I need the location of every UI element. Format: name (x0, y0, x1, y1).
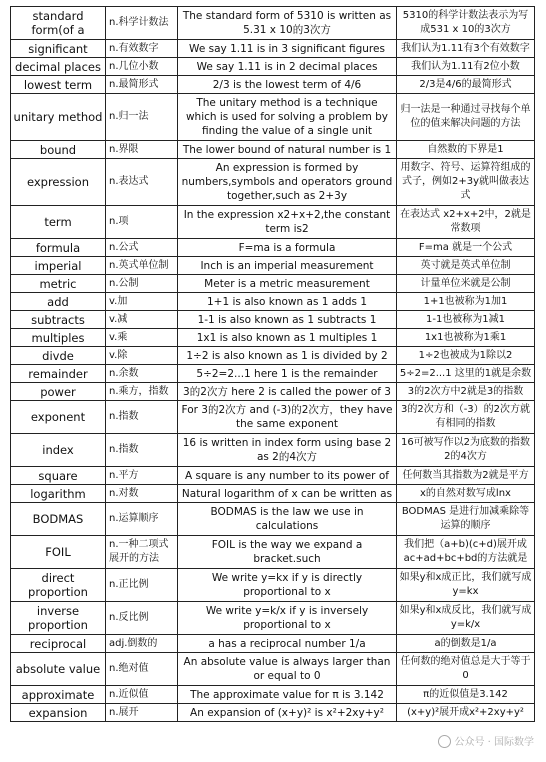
watermark-text: 公众号 · 国际数学 (454, 736, 534, 748)
translation-cell: 5÷2=2...1 这里的1就是余数 (397, 365, 535, 383)
translation-cell: 英寸就是英式单位制 (397, 257, 535, 275)
term-cell: absolute value (11, 653, 106, 686)
pos-cell: n.界限 (106, 141, 178, 159)
pos-cell: n.有效数字 (106, 40, 178, 58)
translation-cell: 1+1也被称为1加1 (397, 293, 535, 311)
term-cell: subtracts (11, 311, 106, 329)
example-cell: The approximate value for π is 3.142 (178, 686, 397, 704)
term-cell: inverse proportion (11, 602, 106, 635)
term-cell: significant (11, 40, 106, 58)
pos-cell: n.对数 (106, 485, 178, 503)
translation-cell: 2/3是4/6的最简形式 (397, 76, 535, 94)
example-cell: FOIL is the way we expand a bracket.such (178, 536, 397, 569)
vocabulary-table-container (10, 6, 534, 722)
table-row (11, 569, 535, 602)
table-row (11, 40, 535, 58)
table-row (11, 383, 535, 401)
term-cell: lowest term (11, 76, 106, 94)
pos-cell: n.表达式 (106, 159, 178, 206)
term-cell: term (11, 206, 106, 239)
term-cell: index (11, 434, 106, 467)
pos-cell: n.展开 (106, 704, 178, 722)
term-cell: expansion (11, 704, 106, 722)
pos-cell: n.绝对值 (106, 653, 178, 686)
pos-cell: n.余数 (106, 365, 178, 383)
example-cell: a has a reciprocal number 1/a (178, 635, 397, 653)
watermark (438, 733, 534, 749)
term-cell: approximate (11, 686, 106, 704)
example-cell: BODMAS is the law we use in calculations (178, 503, 397, 536)
pos-cell: n.反比例 (106, 602, 178, 635)
example-cell: We write y=k/x if y is inversely proportional to x (178, 602, 397, 635)
translation-cell: 任何数当其指数为2就是平方 (397, 467, 535, 485)
term-cell: remainder (11, 365, 106, 383)
translation-cell: 3的2次方和（-3）的2次方就有相同的指数 (397, 401, 535, 434)
translation-cell: 3的2次方中2就是3的指数 (397, 383, 535, 401)
table-row (11, 467, 535, 485)
example-cell: The unitary method is a technique which is used for solving a problem by finding the value of a single unit (178, 94, 397, 141)
pos-cell: n.英式单位制 (106, 257, 178, 275)
term-cell: BODMAS (11, 503, 106, 536)
translation-cell: 1÷2也被成为1除以2 (397, 347, 535, 365)
term-cell: metric (11, 275, 106, 293)
pos-cell: n.平方 (106, 467, 178, 485)
table-row (11, 434, 535, 467)
pos-cell: n.一种二项式展开的方法 (106, 536, 178, 569)
table-row (11, 704, 535, 722)
translation-cell: 我们认为1.11有3个有效数字 (397, 40, 535, 58)
term-cell: bound (11, 141, 106, 159)
term-cell: formula (11, 239, 106, 257)
pos-cell: v.乘 (106, 329, 178, 347)
pos-cell: n.近似值 (106, 686, 178, 704)
table-row (11, 76, 535, 94)
term-cell: direct proportion (11, 569, 106, 602)
term-cell: standard form(of a (11, 7, 106, 40)
term-cell: divde (11, 347, 106, 365)
translation-cell: 我们认为1.11有2位小数 (397, 58, 535, 76)
pos-cell: n.科学计数法 (106, 7, 178, 40)
term-cell: logarithm (11, 485, 106, 503)
pos-cell: n.几位小数 (106, 58, 178, 76)
table-row (11, 686, 535, 704)
translation-cell: 任何数的绝对值总是大于等于0 (397, 653, 535, 686)
term-cell: unitary method (11, 94, 106, 141)
table-row (11, 602, 535, 635)
pos-cell: n.项 (106, 206, 178, 239)
example-cell: An expansion of (x+y)² is x²+2xy+y² (178, 704, 397, 722)
translation-cell: BODMAS 是进行加减乘除等运算的顺序 (397, 503, 535, 536)
example-cell: Natural logarithm of x can be written as (178, 485, 397, 503)
term-cell: square (11, 467, 106, 485)
table-row (11, 401, 535, 434)
example-cell: We say 1.11 is in 3 significant figures (178, 40, 397, 58)
pos-cell: n.公制 (106, 275, 178, 293)
pos-cell: n.指数 (106, 401, 178, 434)
pos-cell: adj.倒数的 (106, 635, 178, 653)
table-row (11, 503, 535, 536)
table-row (11, 293, 535, 311)
table-row (11, 257, 535, 275)
pos-cell: n.正比例 (106, 569, 178, 602)
table-row (11, 653, 535, 686)
term-cell: reciprocal (11, 635, 106, 653)
table-row (11, 347, 535, 365)
translation-cell: x的自然对数写成lnx (397, 485, 535, 503)
table-row (11, 159, 535, 206)
example-cell: We write y=kx if y is directly proportional to x (178, 569, 397, 602)
table-row (11, 7, 535, 40)
example-cell: An absolute value is always larger than or equal to 0 (178, 653, 397, 686)
table-row (11, 206, 535, 239)
table-row (11, 94, 535, 141)
example-cell: 1x1 is also known as 1 multiples 1 (178, 329, 397, 347)
example-cell: We say 1.11 is in 2 decimal places (178, 58, 397, 76)
translation-cell: 在表达式 x2+x+2中，2就是常数项 (397, 206, 535, 239)
example-cell: 3的2次方 here 2 is called the power of 3 (178, 383, 397, 401)
translation-cell: (x+y)²展开成x²+2xy+y² (397, 704, 535, 722)
translation-cell: π的近似值是3.142 (397, 686, 535, 704)
translation-cell: 用数字、符号、运算符组成的式子，例如2+3y就叫做表达式 (397, 159, 535, 206)
translation-cell: 归一法是一种通过寻找每个单位的值来解决问题的方法 (397, 94, 535, 141)
table-row (11, 365, 535, 383)
table-row (11, 141, 535, 159)
pos-cell: n.归一法 (106, 94, 178, 141)
vocabulary-table (10, 6, 535, 722)
example-cell: 16 is written in index form using base 2 as 2的4次方 (178, 434, 397, 467)
pos-cell: v.加 (106, 293, 178, 311)
table-row (11, 485, 535, 503)
table-row (11, 536, 535, 569)
pos-cell: n.公式 (106, 239, 178, 257)
table-row (11, 58, 535, 76)
translation-cell: 1x1也被称为1乘1 (397, 329, 535, 347)
translation-cell: 16可被写作以2为底数的指数2的4次方 (397, 434, 535, 467)
example-cell: The lower bound of natural number is 1 (178, 141, 397, 159)
translation-cell: a的倒数是1/a (397, 635, 535, 653)
pos-cell: n.最简形式 (106, 76, 178, 94)
translation-cell: 计量单位米就是公制 (397, 275, 535, 293)
translation-cell: 5310的科学计数法表示为写成531 x 10的3次方 (397, 7, 535, 40)
pos-cell: v.减 (106, 311, 178, 329)
example-cell: In the expression x2+x+2,the constant term is2 (178, 206, 397, 239)
translation-cell: 我们把（a+b)(c+d)展开成ac+ad+bc+bd的方法就是 (397, 536, 535, 569)
translation-cell: 自然数的下界是1 (397, 141, 535, 159)
wechat-icon (438, 735, 451, 748)
term-cell: multiples (11, 329, 106, 347)
term-cell: expression (11, 159, 106, 206)
term-cell: exponent (11, 401, 106, 434)
vocabulary-table-body (11, 7, 535, 722)
term-cell: imperial (11, 257, 106, 275)
example-cell: Inch is an imperial measurement (178, 257, 397, 275)
example-cell: An expression is formed by numbers,symbols and operators ground together,such as 2+3y (178, 159, 397, 206)
pos-cell: n.乘方，指数 (106, 383, 178, 401)
translation-cell: 如果y和x成反比，我们就写成y=k/x (397, 602, 535, 635)
term-cell: decimal places (11, 58, 106, 76)
pos-cell: v.除 (106, 347, 178, 365)
example-cell: 1-1 is also known as 1 subtracts 1 (178, 311, 397, 329)
translation-cell: F=ma 就是一个公式 (397, 239, 535, 257)
term-cell: FOIL (11, 536, 106, 569)
table-row (11, 311, 535, 329)
table-row (11, 329, 535, 347)
example-cell: The standard form of 5310 is written as 5.31 x 10的3次方 (178, 7, 397, 40)
example-cell: Meter is a metric measurement (178, 275, 397, 293)
example-cell: A square is any number to its power of (178, 467, 397, 485)
term-cell: power (11, 383, 106, 401)
table-row (11, 239, 535, 257)
example-cell: F=ma is a formula (178, 239, 397, 257)
table-row (11, 275, 535, 293)
example-cell: 1÷2 is also known as 1 is divided by 2 (178, 347, 397, 365)
example-cell: 2/3 is the lowest term of 4/6 (178, 76, 397, 94)
example-cell: 5÷2=2...1 here 1 is the remainder (178, 365, 397, 383)
translation-cell: 如果y和x成正比，我们就写成y=kx (397, 569, 535, 602)
pos-cell: n.指数 (106, 434, 178, 467)
translation-cell: 1-1也被称为1减1 (397, 311, 535, 329)
pos-cell: n.运算顺序 (106, 503, 178, 536)
example-cell: 1+1 is also known as 1 adds 1 (178, 293, 397, 311)
example-cell: For 3的2次方 and (-3)的2次方，they have the same exponent (178, 401, 397, 434)
table-row (11, 635, 535, 653)
term-cell: add (11, 293, 106, 311)
